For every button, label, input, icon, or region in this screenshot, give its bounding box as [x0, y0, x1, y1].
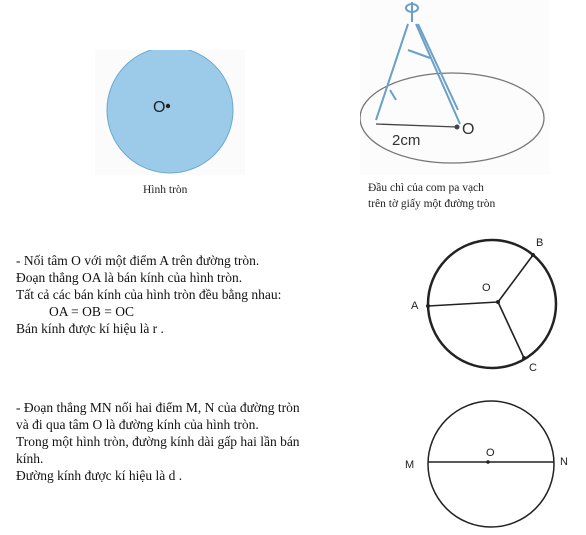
radius-line-5: Bán kính được kí hiệu là r .: [16, 321, 164, 336]
filled-circle-figure: [95, 50, 245, 175]
compass-length-label: 2cm: [392, 132, 421, 149]
compass-center-label: O: [462, 121, 475, 138]
radius-circle: [428, 240, 556, 368]
radius-line-2: Đoạn thẳng OA là bán kính của hình tròn.: [16, 270, 243, 285]
diameter-line-5: Đường kính được kí hiệu là d .: [16, 468, 183, 483]
compass-caption: [368, 180, 495, 212]
diameter-text-block: [16, 399, 300, 484]
radius-line-3: Tất cả các bán kính của hình tròn đều bằng nhau:: [16, 287, 282, 302]
label-C: C: [529, 362, 537, 374]
label-A: A: [411, 300, 419, 312]
radius-OB: [498, 255, 533, 302]
label-O-diameter: O: [486, 447, 495, 459]
radius-circle-figure: [400, 232, 580, 377]
diameter-circle: [428, 401, 554, 527]
diameter-line-3: Trong một hình tròn, đường kính dài gấp hai lần bán: [16, 434, 300, 449]
circle-caption: Hình tròn: [143, 184, 188, 196]
radius-OC: [498, 302, 524, 358]
filled-circle: [107, 50, 233, 173]
label-N: N: [560, 456, 568, 468]
radius-OA: [428, 302, 498, 306]
compass-caption-line1: Đầu chì của com pa vạch: [368, 182, 484, 194]
label-B: B: [536, 237, 544, 249]
diameter-line-1: - Đoạn thẳng MN nối hai điểm M, N của đường tròn: [16, 400, 300, 415]
diameter-line-4: kính.: [16, 451, 44, 466]
radius-equation: OA = OB = OC: [49, 304, 134, 319]
circle-center-dot: [166, 104, 170, 108]
radius-text-block: [16, 252, 281, 337]
label-M: M: [405, 459, 415, 471]
diameter-circle-figure: [400, 398, 586, 532]
label-O-radius: O: [482, 282, 491, 294]
circle-center-label: O: [153, 99, 166, 116]
diameter-line-2: và đi qua tâm O là đường kính của hình tròn.: [16, 417, 259, 432]
radius-line-1: - Nối tâm O với một điểm A trên đường tròn.: [16, 253, 260, 268]
compass-figure: [360, 0, 550, 175]
compass-caption-line2: trên tờ giấy một đường tròn: [368, 198, 496, 210]
